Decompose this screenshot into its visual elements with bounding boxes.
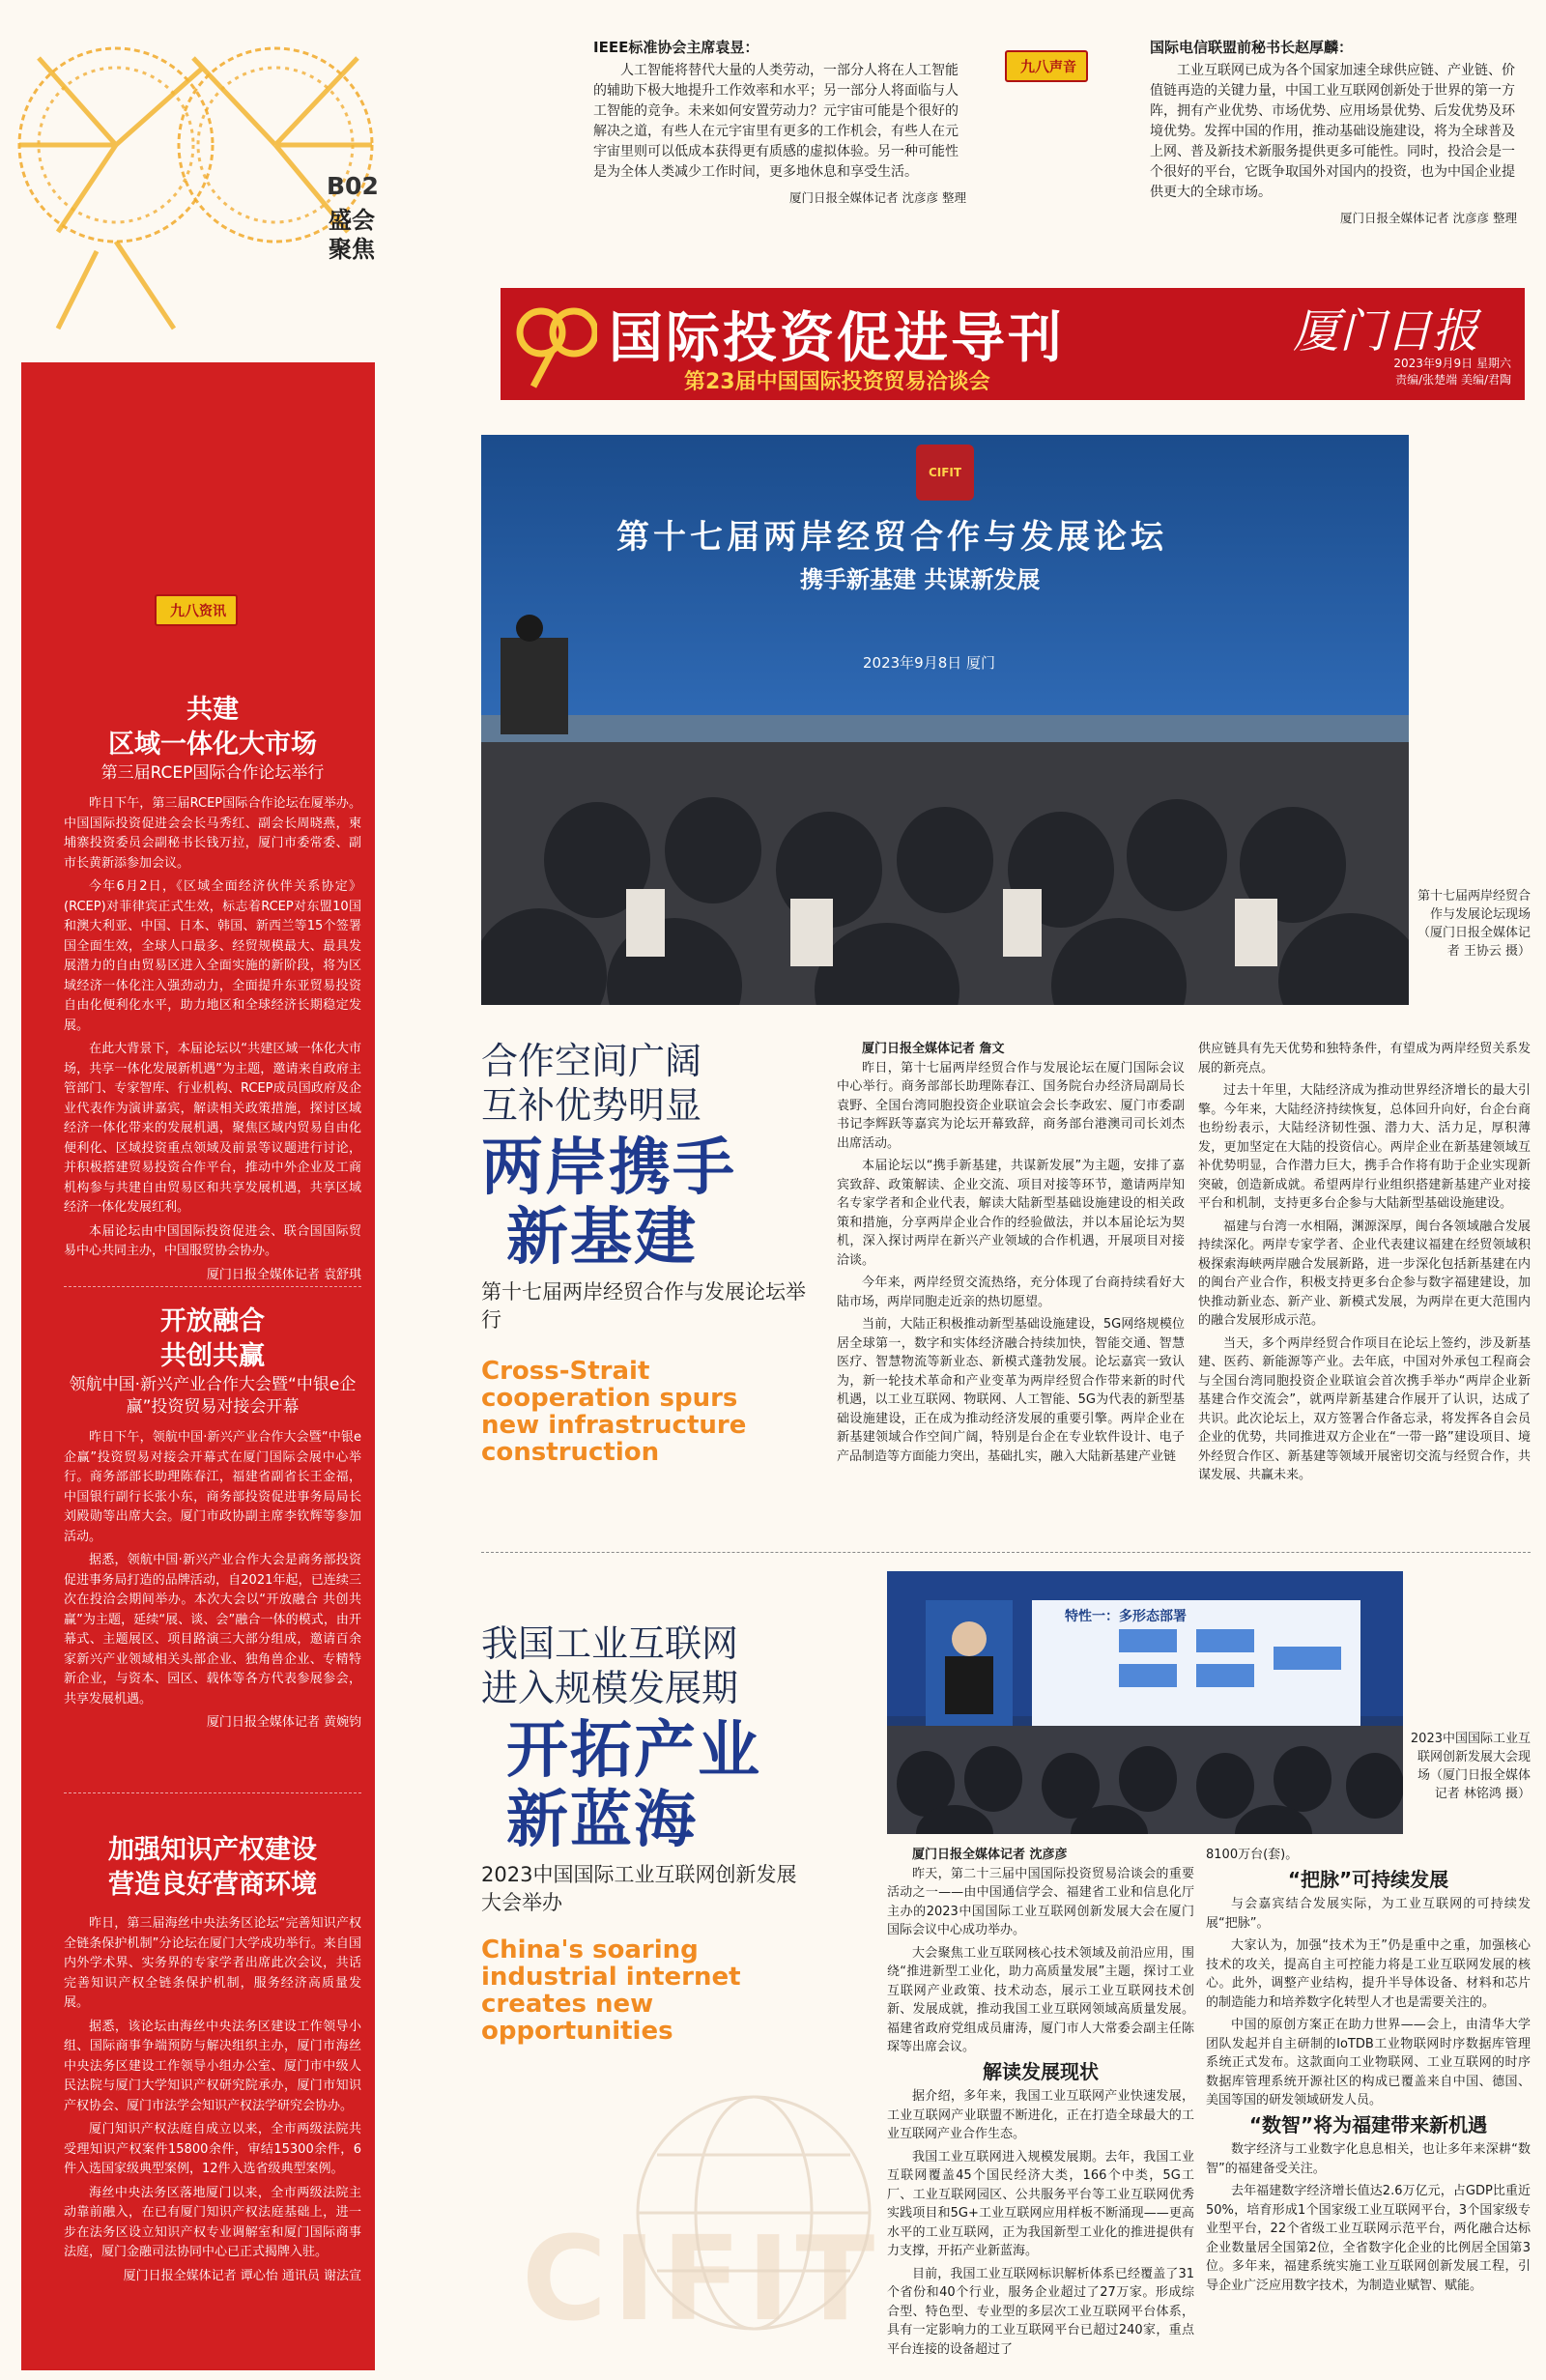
article-1-headline [481,1039,819,1466]
issue-date: 2023年9月9日 星期六 [1393,357,1511,370]
voice-right-text: 工业互联网已成为各个国家加速全球供应链、产业链、价值链再造的关键力量，中国工业互联网创新处于世界的第一方阵，拥有产业优势、市场优势、应用场景优势、后发优势及环境优势。发挥中国的作用，推动基础设施建设，将为全球普及上网、普及新技术新服务提供更多可能性。同时，投洽会是一个很好的平台，它既争取国外对国内的投资，也为中国企业提供更大的全球市场。 [1150,63,1515,200]
news-3-head-2: 营造良好营商环境 [108,1870,317,1900]
divider [64,1286,361,1287]
article-2-col-1 [887,1846,1194,2363]
article-1-para: 供应链具有先天优势和独特条件，有望成为两岸经贸关系发展的新亮点。 [1198,1042,1531,1075]
voice-right-signature: 厦门日报全媒体记者 沈彦彦 整理 [1340,211,1517,225]
news-1-head-2: 区域一体化大市场 [108,730,317,760]
forum-banner-date: 2023年9月8日 厦门 [863,654,996,672]
news-1-sub: 第三届RCEP国际合作论坛举行 [100,763,325,783]
globe-watermark-icon [628,2087,879,2338]
news-1-signature: 厦门日报全媒体记者 袁舒琪 [206,1267,361,1282]
divider [64,1792,361,1793]
article-2-subhead-2: “把脉”可持续发展 [1287,1867,1449,1891]
conference-photo [887,1571,1403,1834]
article-2-para: 大会聚焦工业互联网核心技术领域及前沿应用，围绕“推进新型工业化，助力高质量发展”主题，探讨工业互联网产业政策、技术动态，展示工业互联网技术创新、发展成就，推动我国工业互联网领域高质量发展。福建省政府党组成员庸涛，厦门市人大常委会副主任陈琛等出席会议。 [887,1945,1194,2054]
news-item-navigator [64,1305,361,1733]
article-1-title-1: 两岸携手 [481,1133,736,1204]
voice-right-speaker: 国际电信联盟前秘书长赵厚麟： [1150,39,1354,56]
article-2-para: 昨天，第二十三届中国国际投资贸易洽谈会的重要活动之一——由中国通信学会、福建省工业和信息化厅主办的2023中国国际工业互联网创新发展大会在厦门国际会议中心成功举办。 [887,1866,1194,1937]
article-1-para: 今年来，两岸经贸交流热络，充分体现了台商持续看好大陆市场，两岸同胞走近亲的热切愿望。 [837,1276,1185,1309]
article-2-title-1: 开拓产业 [506,1715,761,1787]
article-2-subhead-1: 解读发展现状 [983,2059,1099,2083]
news-3-para: 厦门知识产权法庭自成立以来，全市两级法院共受理知识产权案件15800余件，审结15300余件，6件入选国家级典型案例，12件入选省级典型案例。 [64,2122,361,2176]
newspaper-brand: 厦门日报 [1293,304,1479,358]
voice-left [593,37,966,206]
news-column [21,362,375,2370]
article-1-lead-1: 合作空间广阔 [481,1040,702,1082]
article-2-para: 8100万台(套)。 [1206,1848,1299,1862]
conference-screen-title: 特性一：多形态部署 [1065,1609,1187,1624]
article-2-para: 去年福建数字经济增长值达2.6万亿元，占GDP比重近50%，培育形成1个国家级工业互联网平台，3个国家级专业型平台，22个省级工业互联网示范平台，两化融合达标企业数量居全国第2位，全省数字化企业的比例居全国第3位。多年来，福建系统实施工业互联网创新发展工程，引导企业广泛应用数字技术，为制造业赋智、赋能。 [1206,2184,1531,2293]
divider [481,1552,1531,1553]
section-name-1: 盛会 [329,207,375,234]
news-tag-sub: 资讯 [199,604,227,619]
forum-banner-title: 第十七届两岸经贸合作与发展论坛 [616,518,1167,557]
masthead-meta [1393,356,1511,388]
news-1-para: 今年6月2日，《区域全面经济伙伴关系协定》(RCEP)对菲律宾正式生效，标志着RCEP对东盟10国和澳大利亚、中国、日本、韩国、新西兰等15个签署国全面生效，全球人口最多、经贸规模最大、最具发展潜力的自由贸易区进入全面实施的新阶段，将为区域经济一体化注入强劲动力，全面提升东亚贸易投资自由化便利化水平，助力地区和全球经济长期稳定发展。 [64,879,361,1033]
article-2-title-2: 新蓝海 [506,1785,698,1856]
article-2-byline: 厦门日报全媒体记者 沈彦彦 [912,1848,1068,1862]
article-2-deck: 2023中国国际工业互联网创新发展大会举办 [481,1863,797,1914]
news-1-para: 本届论坛由中国国际投资促进会、联合国国际贸易中心共同主办，中国服贸协会协办。 [64,1223,361,1258]
article-2-para: 与会嘉宾结合发展实际，为工业互联网的可持续发展“把脉”。 [1206,1897,1531,1931]
voices-tag [1005,50,1088,82]
article-2-english: China's soaring industrial internet creates new opportunities [481,1936,741,2046]
voice-left-signature: 厦门日报全媒体记者 沈彦彦 整理 [789,190,966,205]
cifit-emblem-icon [514,294,597,390]
article-2-para: 我国工业互联网进入规模发展期。去年，我国工业互联网覆盖45个国民经济大类，166个中类，5G工厂、工业互联网园区、公共服务平台等工业互联网优秀实践项目和5G+工业互联网应用样板不断涌现——更高水平的工业互联网，正为我国新型工业化的推进提供有力支撑，开拓产业新蓝海。 [887,2149,1194,2258]
section-code: B02 [327,172,379,200]
news-3-para: 昨日，第三届海丝中央法务区论坛“完善知识产权全链条保护机制”分论坛在厦门大学成功举行。来自国内外学术界、实务界的专家学者出席此次会议，共话完善知识产权全链条保护机制，服务经济高质量发展。 [64,1916,361,2010]
forum-photo [481,435,1409,1005]
news-2-para: 据悉，领航中国·新兴产业合作大会是商务部投资促进事务局打造的品牌活动，自2021年起，已连续三次在投洽会期间举办。本次大会以“开放融合 共创共赢”为主题，延续“展、谈、会”融合一体的模式，由开幕式、主题展区、项目路演三大部分组成，邀请百余家新兴产业领域相关头部企业、独角兽企业、专精特新企业，与资本、园区、载体等各方代表参展参会，共享发展机遇。 [64,1553,361,1706]
conference-photo-caption: 2023中国国际工业互联网创新发展大会现场（厦门日报全媒体记者 林铭鸿 摄） [1410,1732,1531,1801]
article-2-lead-1: 我国工业互联网 [481,1622,739,1665]
article-1-para: 福建与台湾一水相隔，渊源深厚，闽台各领域融合发展持续深化。两岸专家学者、企业代表建议福建在经贸领域积极探索海峡两岸融合发展新路，进一步深化包括新基建在内的闽台产业合作，积极支持更多台企参与数字福建建设，加快推动新业态、新产业、新模式发展，为两岸在更大范围内的融合发展形成示范。 [1198,1219,1531,1328]
masthead-banner [501,288,1525,400]
article-1-title-2: 新基建 [506,1202,698,1274]
news-tag-main: 九八 [170,602,200,619]
article-1-para: 昨日，第十七届两岸经贸合作与发展论坛在厦门国际会议中心举行。商务部部长助理陈春江、国务院台办经济局副局长袁野、全国台湾同胞投资企业联谊会会长李政宏、厦门市委副书记李辉跃等嘉宾为论坛开幕致辞，商务部台港澳司司长刘杰出席活动。 [837,1060,1185,1151]
voice-left-text: 人工智能将替代大量的人类劳动，一部分人将在人工智能的辅助下极大地提升工作效率和水平；另一部分人将面临与人工智能的竞争。未来如何安置劳动力？元宇宙可能是个很好的解决之道，有些人在元宇宙里有更多的工作机会，有些人在元宇宙里则可以低成本获得更有质感的虚拟体验。另一种可能性是为全体人类减少工作时间，更多地休息和享受生活。 [593,63,959,180]
forum-photo-caption: 第十七届两岸经贸合作与发展论坛现场（厦门日报全媒体记者 王协云 摄） [1417,889,1531,959]
voice-left-speaker: IEEE标准协会主席袁昱： [593,39,759,56]
article-1-col-1 [837,1040,1185,1470]
voices-tag-main: 九八 [1020,58,1050,75]
news-3-para: 据悉，该论坛由海丝中央法务区建设工作领导小组、国际商事争端预防与解决组织主办，厦门市海丝中央法务区建设工作领导小组办公室、厦门市中级人民法院与厦门大学知识产权研究院承办，厦门市知识产权协会、厦门市法学会知识产权法学研究会协办。 [64,2019,361,2113]
news-item-rcep [64,693,361,1285]
voices-tag-sub: 声音 [1049,60,1077,75]
news-2-para: 昨日下午，领航中国·新兴产业合作大会暨“中银e企赢”投资贸易对接会开幕式在厦门国际会展中心举行。商务部部长助理陈春江，福建省副省长王金福，中国银行副行长张小东，商务部投资促进事务局局长刘殿勋等出席大会。厦门市政协副主席李钦辉等参加活动。 [64,1430,361,1544]
forum-banner-subtitle: 携手新基建 共谋新发展 [800,566,1041,593]
news-1-para: 昨日下午，第三届RCEP国际合作论坛在厦举办。中国国际投资促进会会长马秀红、副会长周晓燕，柬埔寨投资委员会副秘书长钱万拉，厦门市委常委、副市长黄新添参加会议。 [64,796,361,871]
cifit-98-logo [0,0,502,348]
masthead-title: 国际投资促进导刊 [609,306,1065,370]
news-3-head-1: 加强知识产权建设 [108,1835,317,1865]
article-1-para: 过去十年里，大陆经济成为推动世界经济增长的最大引擎。今年来，大陆经济持续恢复，总体回升向好，台企台商也纷纷表示，大陆经济韧性强、潜力大、活力足，厚积薄发，更加坚定在大陆的投资信心。两岸企业在新基建领域互补优势明显，合作潜力巨大，携手合作将有助于企业实现新突破，创造新成就。希望两岸行业组织搭建新基建产业对接平台和机制，支持更多台企参与大陆新型基础设施建设。 [1198,1083,1531,1211]
editors: 责编/张楚端 美编/君陶 [1395,373,1511,387]
masthead-subtitle: 第23届中国国际投资贸易洽谈会 [684,370,990,394]
article-2-headline [481,1621,839,2045]
news-item-ip [64,1833,361,2286]
news-2-signature: 厦门日报全媒体记者 黄婉钧 [206,1715,361,1730]
forum-photo-logo: CIFIT [916,444,974,501]
news-2-head-1: 开放融合 [160,1306,265,1336]
news-2-sub: 领航中国·新兴产业合作大会暨“中银e企赢”投资贸易对接会开幕 [69,1375,357,1417]
article-2-para: 目前，我国工业互联网标识解析体系已经覆盖了31个省份和40个行业，服务企业超过了27万家。形成综合型、特色型、专业型的多层次工业互联网平台体系，具有一定影响力的工业互联网平台已超过240家，重点平台连接的设备超过了 [887,2266,1194,2357]
article-2-para: 大家认为，加强“技术为王”仍是重中之重，加强核心技术的攻关，提高自主可控能力将是工业互联网发展的核心。此外，调整产业结构，提升半导体设备、材料和芯片的制造能力和培养数字化转型人才也是需要关注的。 [1206,1938,1531,2010]
news-2-head-2: 共创共赢 [160,1341,265,1371]
article-2-para: 据介绍，多年来，我国工业互联网产业快速发展，工业互联网产业联盟不断进化，正在打造全球最大的工业互联网产业合作生态。 [887,2089,1194,2141]
article-1-para: 本届论坛以“携手新基建，共谋新发展”为主题，安排了嘉宾致辞、政策解读、企业交流、项目对接等环节，邀请两岸知名专家学者和企业代表，解读大陆新型基础设施建设的相关政策和措施，分享两岸企业合作的经验做法，并以本届论坛为契机，深入探讨两岸在新兴产业领域的合作机遇，开展项目对接洽谈。 [837,1159,1185,1268]
article-1-para: 当天，多个两岸经贸合作项目在论坛上签约，涉及新基建、医药、新能源等产业。去年底，中国对外承包工程商会与全国台湾同胞投资企业联谊会首次携手举办“两岸企业新基建合作交流会”，就两岸新基建合作展开了认识，达成了共识。此次论坛上，双方签署合作备忘录，将发挥各自会员企业的优势，共同推进双方企业在“一带一路”建设项目、境外经贸合作区、新基建等领域开展密切交流与经贸合作，共谋发展、共赢未来。 [1198,1335,1531,1482]
article-1-lead-2: 互补优势明显 [481,1084,702,1127]
article-1-col-2 [1198,1040,1531,1489]
voice-right [1150,37,1517,226]
article-1-para: 当前，大陆正积极推动新型基础设施建设，5G网络规模位居全球第一，数字和实体经济融合持续加快，智能交通、智慧医疗、智慧物流等新业态、新模式蓬勃发展。论坛嘉宾一致认为，新一轮技术革命和产业变革为两岸经贸合作带来新的时代机遇，以工业互联网、物联网、人工智能、5G为代表的新型基础设施建设，正在成为推动经济发展的重要引擎。两岸企业在新基建领域合作空间广阔，特别是台企在专业软件设计、电子产品制造等方面能力突出，基础扎实，融入大陆新基建产业链 [837,1317,1185,1464]
news-1-para: 在此大背景下，本届论坛以“共建区域一体化大市场，共享一体化发展新机遇”为主题，邀请来自政府主管部门、专家智库、行业机构、RCEP成员国政府及企业代表作为演讲嘉宾，解读相关政策措施，探讨区域经济一体化带来的发展机遇，聚焦区域内贸易自由化便利化、区域投资重点领域及前景等议题进行讨论，并积极搭建贸易投资合作平台，推动中外企业及工商机构参与共建自由贸易区和共享发展机遇，共享区域经济一体化发展红利。 [64,1042,361,1215]
article-2-subhead-3: “数智”将为福建带来新机遇 [1248,2112,1488,2136]
article-1-byline: 厦门日报全媒体记者 詹文 [862,1042,1005,1056]
news-tag [155,594,238,626]
article-2-lead-2: 进入规模发展期 [481,1667,739,1709]
article-2-para: 数字经济与工业数字化息息相关，也让多年来深耕“数智”的福建备受关注。 [1206,2142,1531,2176]
news-3-signature: 厦门日报全媒体记者 谭心怡 通讯员 谢法宣 [123,2268,361,2283]
article-2-col-2 [1206,1846,1531,2299]
article-2-para: 中国的原创方案正在助力世界——会上，由清华大学团队发起并自主研制的IoTDB工业物联网时序数据库管理系统正式发布。这款面向工业物联网、工业互联网的时序数据库管理系统开源社区的构成已覆盖来自中国、德国、美国等国的研发领域研发人员。 [1206,2018,1531,2108]
article-1-deck: 第十七届两岸经贸合作与发展论坛举行 [481,1280,806,1332]
news-3-para: 海丝中央法务区落地厦门以来，全市两级法院主动靠前融入，在已有厦门知识产权法庭基础上，进一步在法务区设立知识产权专业调解室和厦门国际商事法庭，厦门金融司法协同中心已正式揭牌入驻。 [64,2185,361,2259]
section-name-2: 聚焦 [329,236,375,263]
news-1-head-1: 共建 [186,695,239,725]
cifit-watermark: CIFIT [522,2213,881,2347]
article-1-english: Cross-Strait cooperation spurs new infrastructure construction [481,1357,747,1467]
